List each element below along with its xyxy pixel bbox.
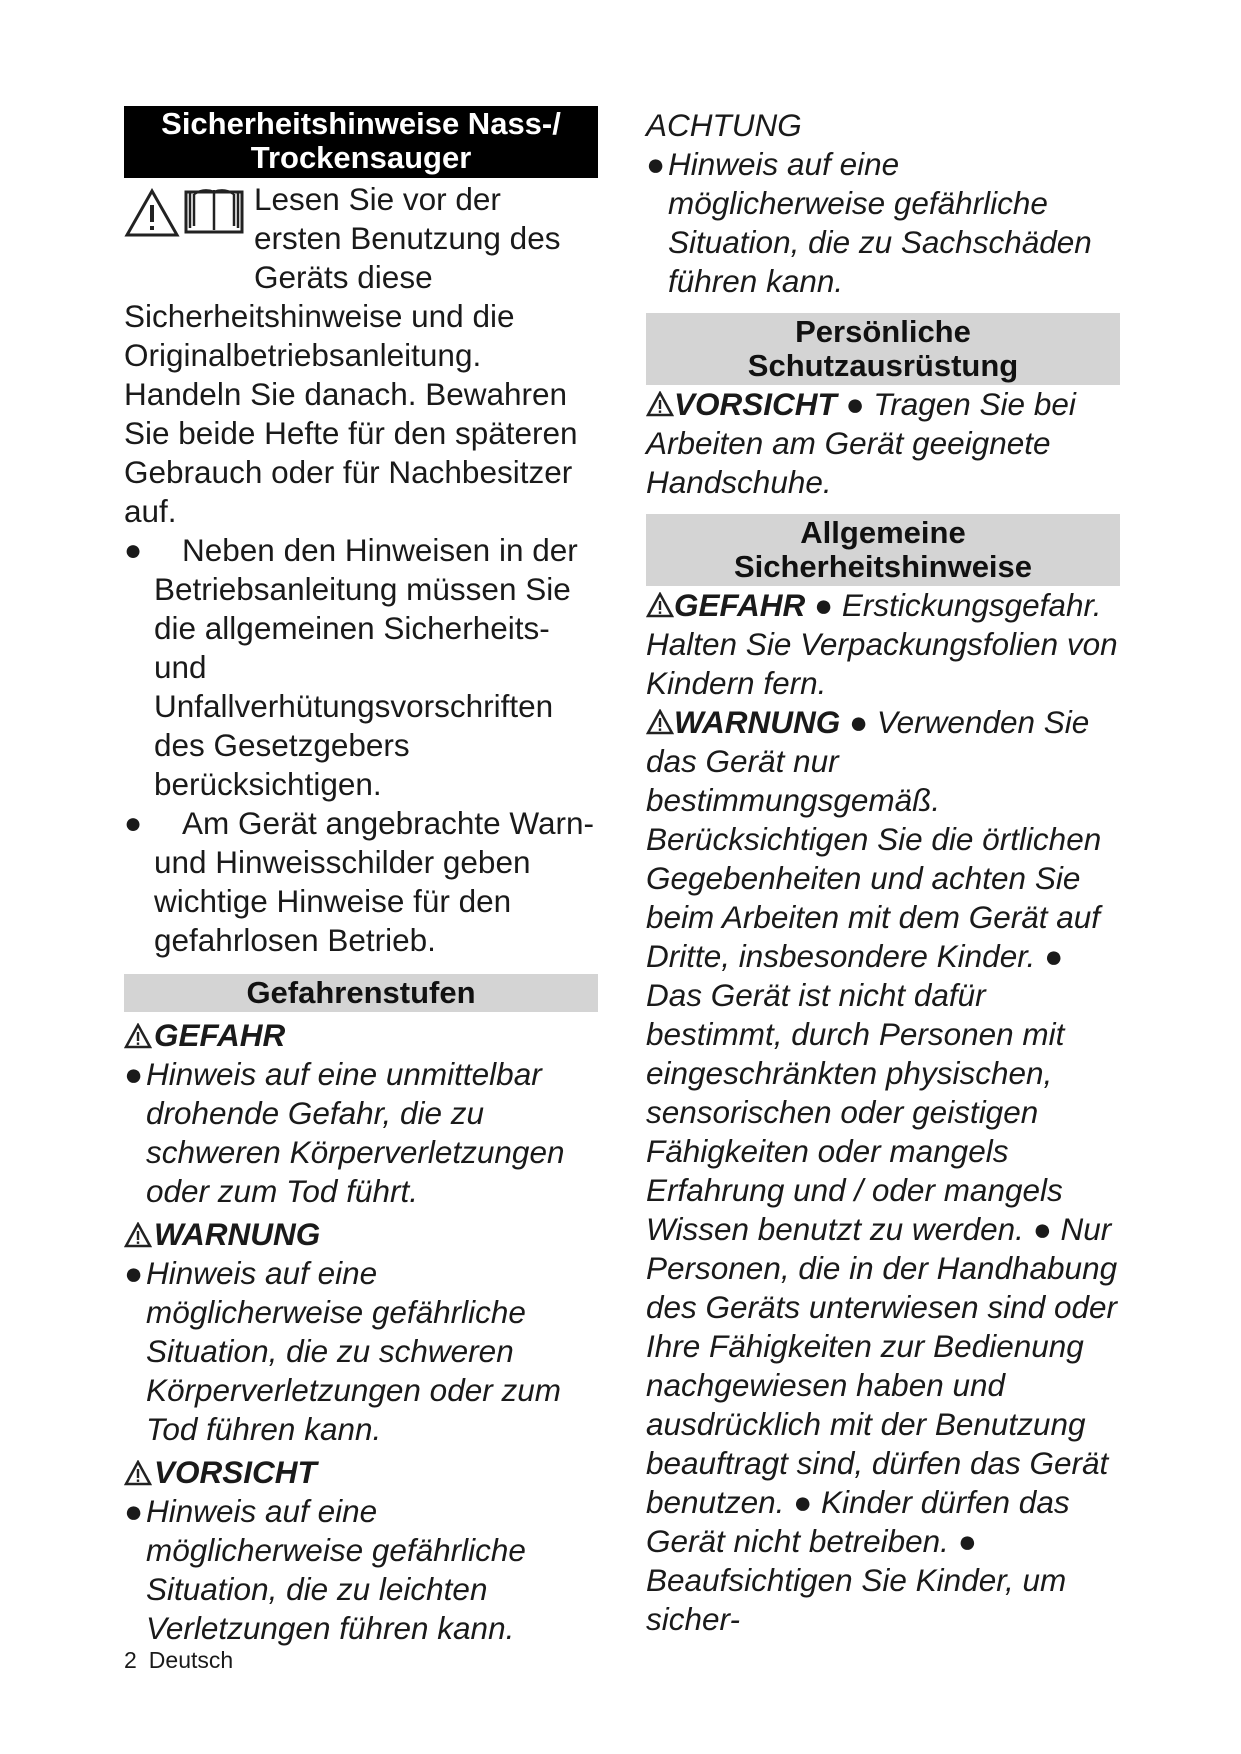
intro-paragraph: Lesen Sie vor der ersten Benutzung des Geräts diese Sicherheitshinweise und die Originalbetriebsanleitung. Handeln Sie danach. Bewahren Sie beide Hefte für den späteren Gebrauch oder für Nachbesitzer auf. [124,181,578,529]
bullet-icon: ● [124,534,143,567]
section-header-safety [124,106,598,178]
section-header-general: Allgemeine Sicherheitshinweise [646,514,1120,586]
section-header-line-2: Trockensauger [250,140,472,175]
level-title-achtung: ACHTUNG [646,107,802,143]
bullet-icon: ● [124,807,143,840]
section-header-levels: Gefahrenstufen [124,974,598,1012]
left-column [124,106,594,1648]
section-header-line-1: Sicherheitshinweise Nass-/ [161,106,561,141]
level-title-vorsicht: VORSICHT [124,1453,594,1492]
bullet-icon: ● [1032,1211,1052,1247]
bullet-icon: ● [814,587,834,623]
page-number: 2 [124,1647,137,1673]
page-footer [124,1647,245,1674]
bullet-icon: ● [1044,938,1064,974]
level-description: ● Hinweis auf eine möglicherweise gefährliche Situation, die zu Sachschäden führen kann. [646,146,1092,299]
intro-icons [124,182,254,260]
warning-triangle-icon [646,592,674,618]
bullet-icon: ● [845,386,865,422]
bullet-icon: ● [124,1255,144,1291]
bullet-icon: ● [124,1056,144,1092]
gefahr-paragraph: GEFAHR ● Erstickungsgefahr. Halten Sie Verpackungsfolien von Kindern fern. [646,587,1118,701]
bullet-icon: ● [793,1484,813,1520]
level-title-warnung: WARNUNG [124,1215,594,1254]
warning-triangle-icon [124,1460,152,1486]
pse-paragraph: VORSICHT ● Tragen Sie bei Arbeiten am Gerät geeignete Handschuhe. [646,386,1076,500]
list-item: ● Am Gerät angebrachte Warn- und Hinweisschilder geben wichtige Hinweise für den gefahrlosen Betrieb. [124,805,595,958]
right-column [646,106,1124,1639]
warnung-paragraph: WARNUNG ● Verwenden Sie das Gerät nur bestimmungsgemäß. Berücksichtigen Sie die örtlichen Gegebenheiten und achten Sie beim Arbeiten mit dem Gerät auf Dritte, insbesondere Kinder. ● Das Gerät ist nicht dafür bestimmt, durch Personen mit eingeschränkten physischen, sensorischen oder geistigen Fähigkeiten oder mangels Erfahrung und / oder mangels Wissen benutzt zu werden. ● Nur Personen, die in der Handhabung des Geräts unterwiesen sind oder Ihre Fähigkeiten zur Bedienung nachgewiesen haben und ausdrücklich mit der Benutzung beauftragt sind, dürfen das Gerät benutzen. ● Kinder dürfen das Gerät nicht betreiben. ● Beaufsichtigen Sie Kinder, um sicher- [646,704,1118,1637]
bullet-icon: ● [849,704,869,740]
bullet-icon: ● [646,146,666,182]
level-title-gefahr: GEFAHR [124,1016,594,1055]
warning-triangle-icon [646,391,674,417]
level-description: ● Hinweis auf eine unmittelbar drohende Gefahr, die zu schweren Körperverletzungen oder zum Tod führt. [124,1056,565,1209]
warning-triangle-icon [124,188,180,238]
warning-triangle-icon [124,1222,152,1248]
manual-book-icon [184,184,244,236]
level-description: ● Hinweis auf eine möglicherweise gefährliche Situation, die zu leichten Verletzungen führen kann. [124,1493,526,1646]
warning-triangle-icon [124,1023,152,1049]
warning-triangle-icon [646,709,674,735]
footer-language: Deutsch [148,1647,234,1673]
bullet-icon: ● [957,1523,977,1559]
bullet-icon: ● [124,1493,144,1529]
level-description: ● Hinweis auf eine möglicherweise gefährliche Situation, die zu schweren Körperverletzungen oder zum Tod führen kann. [124,1255,561,1447]
section-header-pse: Persönliche Schutzausrüstung [646,313,1120,385]
list-item: ● Neben den Hinweisen in der Betriebsanleitung müssen Sie die allgemeinen Sicherheits- und Unfallverhütungsvorschriften des Gesetzgebers berücksichtigen. [124,532,578,802]
